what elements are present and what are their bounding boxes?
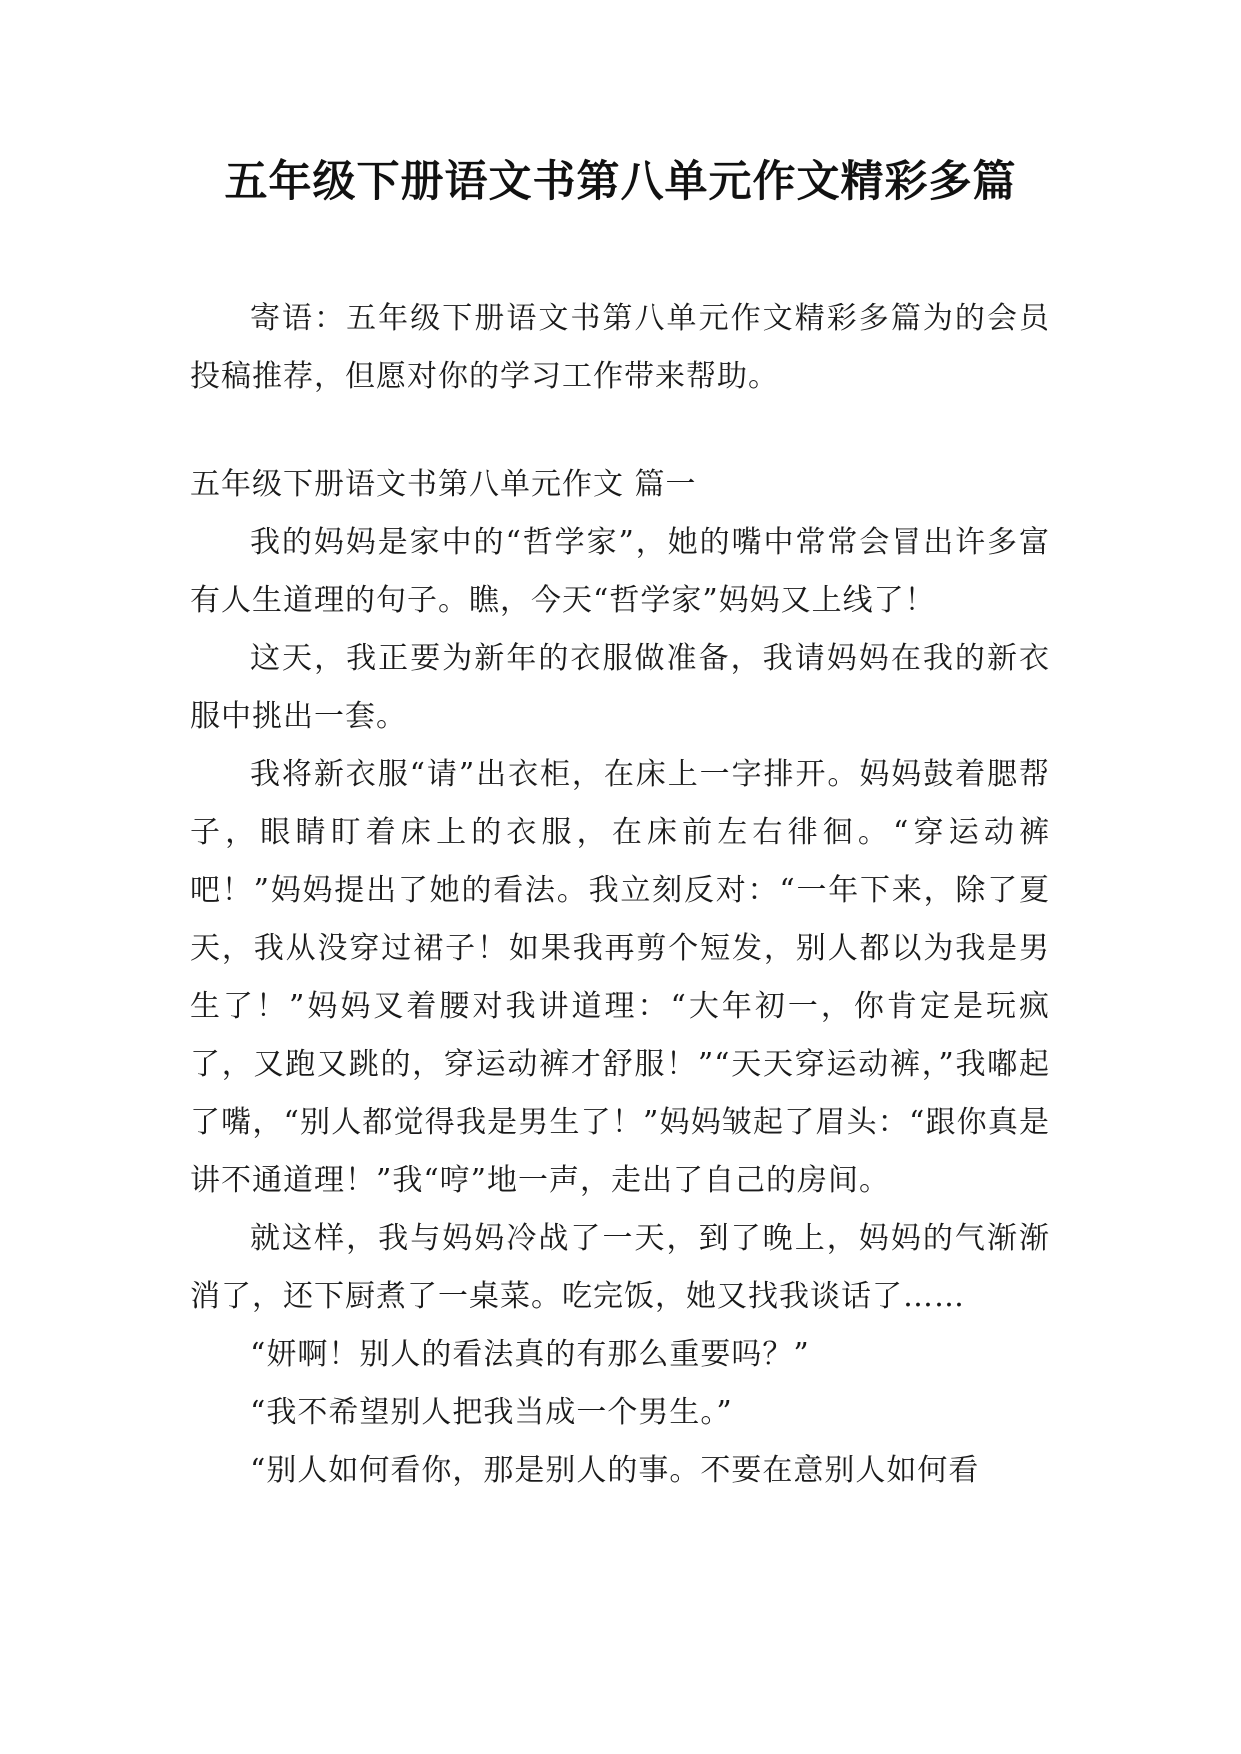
preface-paragraph: 寄语：五年级下册语文书第八单元作文精彩多篇为的会员投稿推荐，但愿对你的学习工作带来帮助。 [190,301,1050,394]
section-heading: 五年级下册语文书第八单元作文 篇一 [190,467,697,502]
body-paragraph: “妍啊！别人的看法真的有那么重要吗？” [250,1337,810,1372]
body-paragraph: “我不希望别人把我当成一个男生。” [250,1395,733,1430]
body-paragraph: 这天，我正要为新年的衣服做准备，我请妈妈在我的新衣服中挑出一套。 [190,641,1050,734]
body-paragraph: 就这样，我与妈妈冷战了一天，到了晚上，妈妈的气渐渐消了，还下厨煮了一桌菜。吃完饭，她又找我谈话了…… [190,1221,1050,1314]
body-paragraph: 我的妈妈是家中的“哲学家”，她的嘴中常常会冒出许多富有人生道理的句子。瞧，今天“哲学家”妈妈又上线了！ [190,525,1050,618]
body-paragraph: 我将新衣服“请”出衣柜，在床上一字排开。妈妈鼓着腮帮子，眼睛盯着床上的衣服，在床前左右徘徊。“穿运动裤吧！”妈妈提出了她的看法。我立刻反对：“一年下来，除了夏天，我从没穿过裙子！如果我再剪个短发，别人都以为我是男生了！”妈妈叉着腰对我讲道理：“大年初一，你肯定是玩疯了，又跑又跳的，穿运动裤才舒服！”“天天穿运动裤，”我嘟起了嘴，“别人都觉得我是男生了！”妈妈皱起了眉头：“跟你真是讲不通道理！”我“哼”地一声，走出了自己的房间。 [190,757,1050,1198]
document-body [190,290,1050,1500]
body-paragraph: “别人如何看你，那是别人的事。不要在意别人如何看 [250,1453,980,1488]
document-title: 五年级下册语文书第八单元作文精彩多篇 [224,157,1017,207]
